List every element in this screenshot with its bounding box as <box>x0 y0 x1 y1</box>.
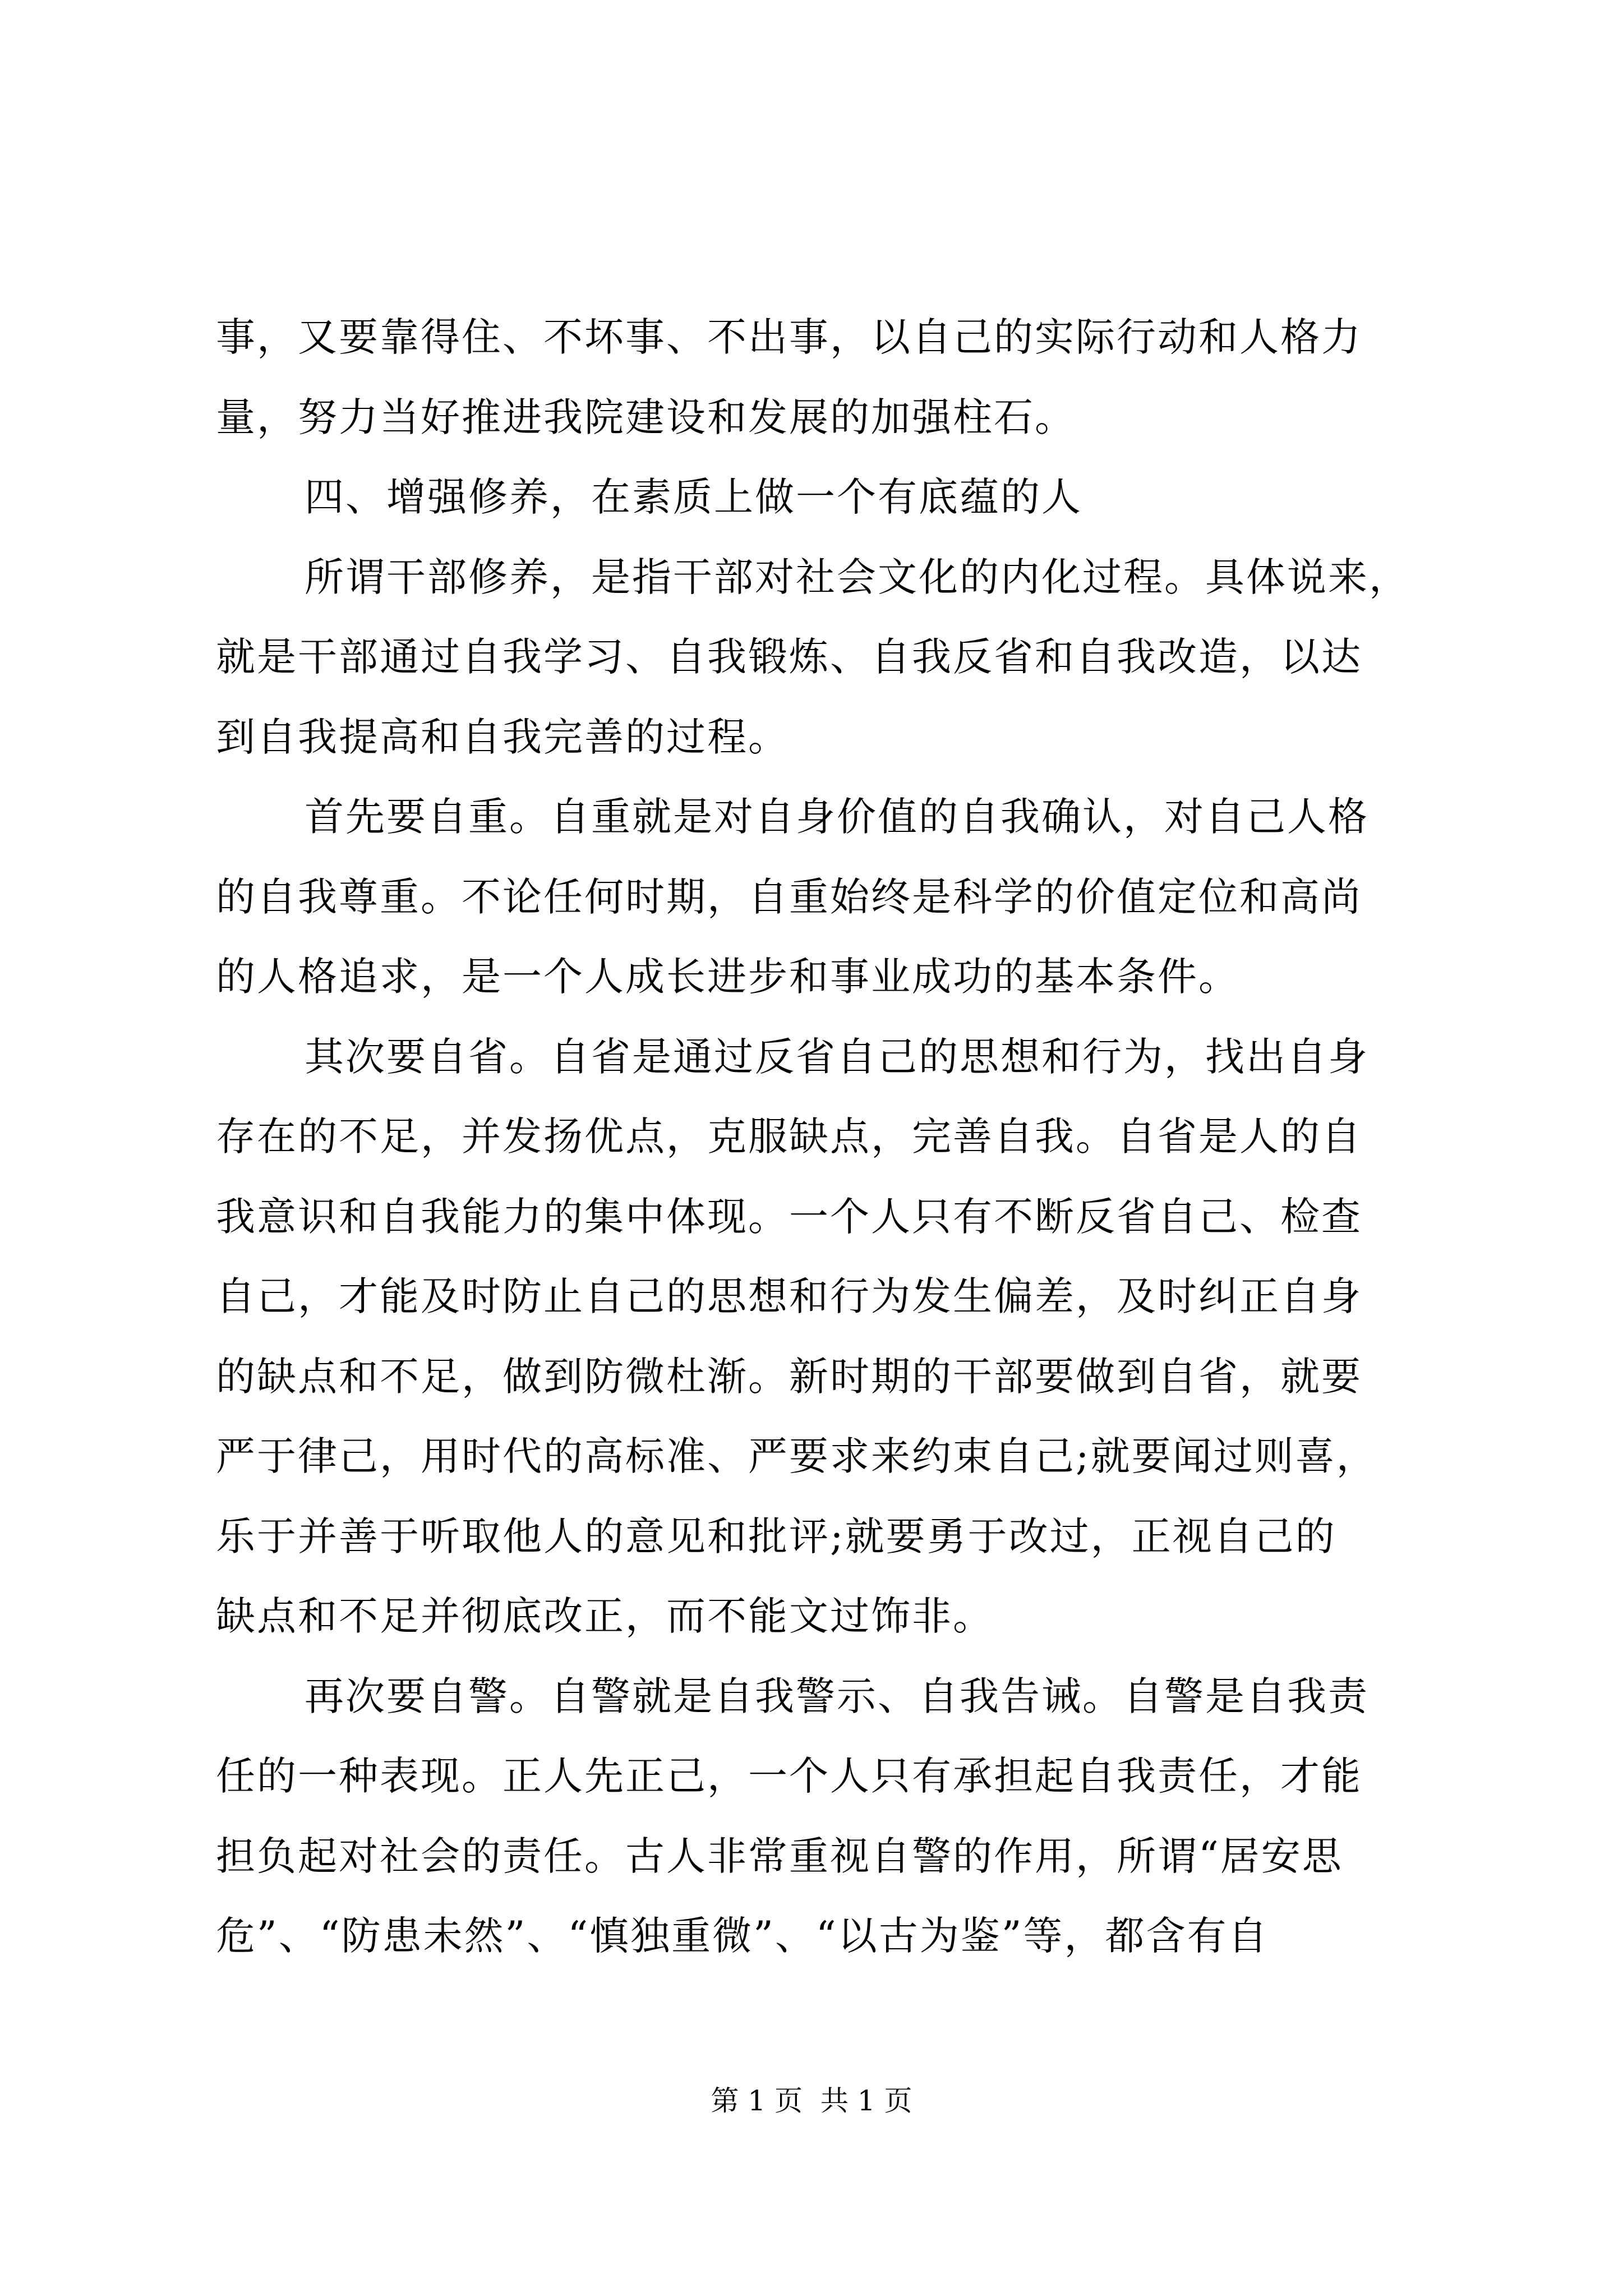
text-line: 到自我提高和自我完善的过程。 <box>216 714 789 760</box>
text-line: 自己，才能及时防止自己的思想和行为发生偏差，及时纠正自身 <box>216 1273 1362 1319</box>
page-footer: 第 1 页 共 1 页 <box>711 2085 912 2117</box>
text-line: 严于律己，用时代的高标准、严要求来约束自己;就要闻过则喜， <box>216 1433 1377 1479</box>
text-line: 的缺点和不足，做到防微杜渐。新时期的干部要做到自省，就要 <box>216 1353 1362 1400</box>
text-line: 乐于并善于听取他人的意见和批评;就要勇于改过，正视自己的 <box>216 1513 1336 1559</box>
body-text <box>216 297 1450 1976</box>
text-line: 的人格追求，是一个人成长进步和事业成功的基本条件。 <box>216 954 1239 1000</box>
text-line: 再次要自警。自警就是自我警示、自我告诫。自警是自我责 <box>305 1673 1369 1719</box>
text-line: 缺点和不足并彻底改正，而不能文过饰非。 <box>216 1593 994 1639</box>
text-line: 危”、“防患未然”、“慎独重微”、“以古为鉴”等，都含有自 <box>216 1913 1269 1959</box>
text-line: 量，努力当好推进我院建设和发展的加强柱石。 <box>216 394 1076 440</box>
text-line: 首先要自重。自重就是对自身价值的自我确认，对自己人格 <box>305 794 1369 840</box>
text-line: 其次要自省。自省是通过反省自己的思想和行为，找出自身 <box>305 1033 1369 1080</box>
text-line: 存在的不足，并发扬优点，克服缺点，完善自我。自省是人的自 <box>216 1114 1362 1159</box>
text-line: 的自我尊重。不论任何时期，自重始终是科学的价值定位和高尚 <box>216 873 1362 920</box>
text-line: 事，又要靠得住、不坏事、不出事，以自己的实际行动和人格力 <box>216 314 1362 360</box>
text-line: 所谓干部修养，是指干部对社会文化的内化过程。具体说来， <box>305 554 1410 600</box>
text-line: 任的一种表现。正人先正己，一个人只有承担起自我责任，才能 <box>216 1753 1362 1799</box>
text-line: 担负起对社会的责任。古人非常重视自警的作用，所谓“居安思 <box>216 1833 1343 1879</box>
section-heading: 四、增强修养，在素质上做一个有底蕴的人 <box>305 474 1082 520</box>
text-line: 我意识和自我能力的集中体现。一个人只有不断反省自己、检查 <box>216 1193 1362 1240</box>
text-line: 就是干部通过自我学习、自我锻炼、自我反省和自我改造，以达 <box>216 634 1362 680</box>
